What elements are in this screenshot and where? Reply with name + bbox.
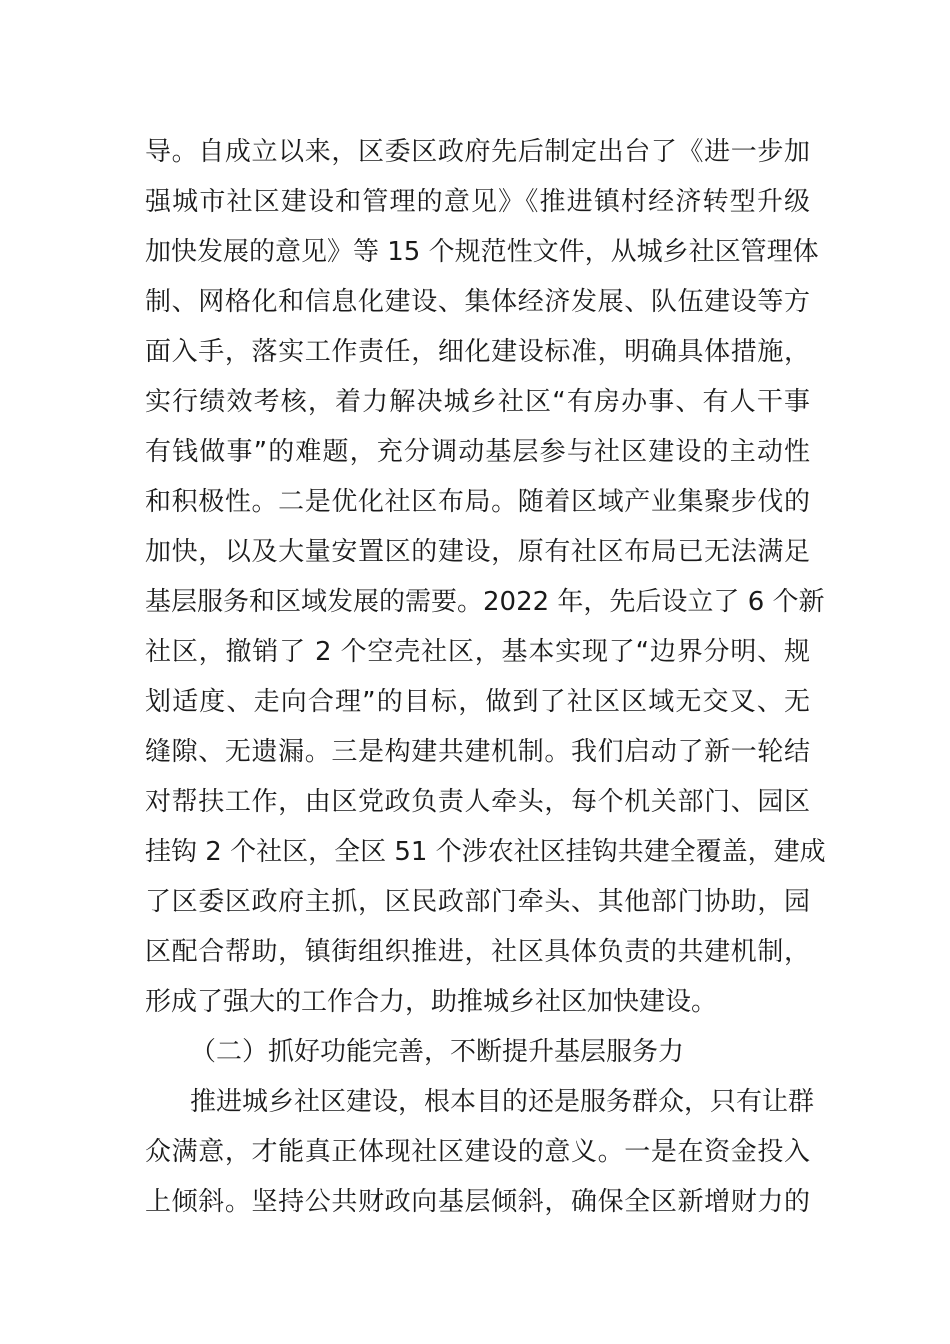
text-line: 导。自成立以来，区委区政府先后制定出台了《进一步加 [145,137,810,167]
section-heading: （二）抓好功能完善，不断提升基层服务力 [190,1037,685,1067]
text-line: 推进城乡社区建设，根本目的还是服务群众，只有让群 [190,1087,815,1117]
text-line: 划适度、走向合理”的目标，做到了社区区域无交叉、无 [145,687,810,717]
text-line: 挂钩 2 个社区，全区 51 个涉农社区挂钩共建全覆盖，建成 [145,837,826,867]
text-line: 众满意，才能真正体现社区建设的意义。一是在资金投入 [145,1137,810,1167]
text-line: 有钱做事”的难题，充分调动基层参与社区建设的主动性 [145,437,810,467]
text-line: 强城市社区建设和管理的意见》《推进镇村经济转型升级 [145,187,810,217]
text-line: 了区委区政府主抓，区民政部门牵头、其他部门协助，园 [145,887,810,917]
text-line: 对帮扶工作，由区党政负责人牵头，每个机关部门、园区 [145,787,810,817]
text-line: 形成了强大的工作合力，助推城乡社区加快建设。 [145,987,718,1017]
text-line: 社区，撤销了 2 个空壳社区，基本实现了“边界分明、规 [145,637,810,667]
text-line: 缝隙、无遗漏。三是构建共建机制。我们启动了新一轮结 [145,737,810,767]
text-line: 区配合帮助，镇街组织推进，社区具体负责的共建机制， [145,937,810,967]
text-line: 和积极性。二是优化社区布局。随着区域产业集聚步伐的 [145,487,810,517]
text-line: 加快发展的意见》等 15 个规范性文件，从城乡社区管理体 [145,237,819,267]
text-line: 基层服务和区域发展的需要。2022 年，先后设立了 6 个新 [145,587,825,617]
text-line: 面入手，落实工作责任，细化建设标准，明确具体措施， [145,337,810,367]
text-line: 加快，以及大量安置区的建设，原有社区布局已无法满足 [145,537,810,567]
text-line: 制、网格化和信息化建设、集体经济发展、队伍建设等方 [145,287,810,317]
text-line: 实行绩效考核，着力解决城乡社区“有房办事、有人干事 [145,387,810,417]
text-line: 上倾斜。坚持公共财政向基层倾斜，确保全区新增财力的 [145,1187,810,1217]
